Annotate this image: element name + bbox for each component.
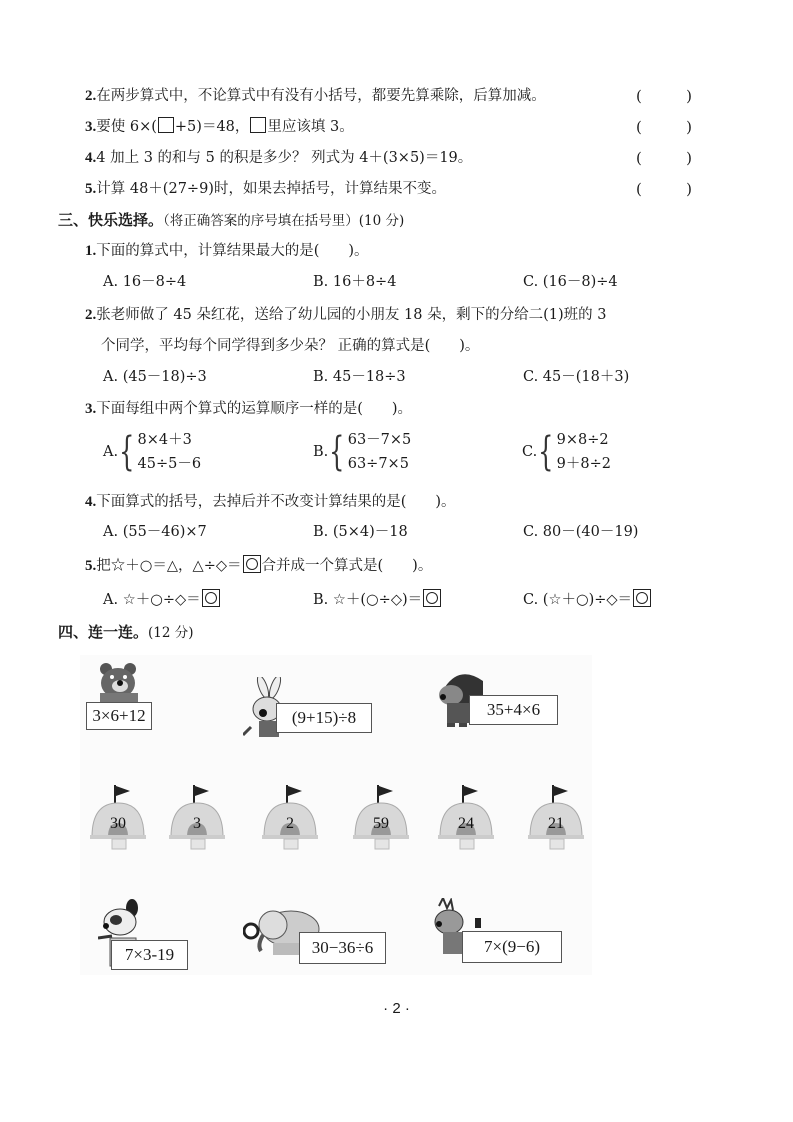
choice-question-3 <box>85 399 412 419</box>
paren-close: ) <box>686 149 692 167</box>
paren-open: ( <box>636 180 642 198</box>
brace-icon: { <box>329 429 345 475</box>
boxed-circle-icon <box>633 589 651 607</box>
option-b[interactable]: B. 16＋8÷4 <box>313 274 397 290</box>
answer-paren[interactable] <box>636 117 692 137</box>
igloo-number: 21 <box>548 815 564 832</box>
expr-card[interactable]: 3×6+12 <box>86 702 152 730</box>
paren-close: ) <box>686 180 692 198</box>
option-a[interactable] <box>103 589 221 610</box>
expr-bottom: 45÷5－6 <box>137 456 202 472</box>
paren-open: ( <box>636 87 642 105</box>
igloo-number: 30 <box>110 815 126 832</box>
item-text: +5)＝48， <box>174 119 250 135</box>
igloo-2[interactable] <box>260 785 320 860</box>
igloo-number: 24 <box>458 815 474 832</box>
boxed-circle-icon <box>423 589 441 607</box>
item-number: 2. <box>85 88 97 104</box>
item-text: 合并成一个算式是( )。 <box>261 558 433 574</box>
option-b[interactable] <box>313 428 411 476</box>
option-c[interactable] <box>522 428 611 476</box>
section-note: (12 分) <box>148 625 194 641</box>
option-text: A. ☆＋○÷◇＝ <box>103 592 201 608</box>
page-number: · 2 · <box>383 1000 410 1017</box>
choice-question-2 <box>85 305 606 325</box>
option-letter: B. <box>313 444 329 460</box>
item-text: 把☆＋○＝△，△÷◇＝ <box>96 558 242 574</box>
answer-paren[interactable] <box>636 86 692 106</box>
judge-item-3 <box>85 117 354 137</box>
expr-top: 8×4＋3 <box>137 432 192 448</box>
judge-item-4 <box>85 148 472 168</box>
expr-top: 9×8÷2 <box>556 432 609 448</box>
item-number: 4. <box>85 150 97 166</box>
item-text: 下面算式的括号，去掉后并不改变计算结果的是( )。 <box>96 494 456 510</box>
paren-open: ( <box>636 149 642 167</box>
option-b[interactable]: B. (5×4)－18 <box>313 524 408 540</box>
item-number: 4. <box>85 494 97 510</box>
option-b[interactable] <box>313 589 442 610</box>
igloo-3[interactable] <box>167 785 227 860</box>
option-letter: C. <box>522 444 538 460</box>
item-text: 下面的算式中，计算结果最大的是( )。 <box>96 243 369 259</box>
section-title: 四、连一连。 <box>58 623 149 641</box>
item-number: 3. <box>85 401 97 417</box>
expr-card[interactable]: 7×3-19 <box>111 940 188 970</box>
choice-question-4 <box>85 492 456 512</box>
choice-question-1 <box>85 241 369 261</box>
boxed-circle-icon <box>243 555 261 573</box>
paren-close: ) <box>686 87 692 105</box>
igloo-59[interactable] <box>351 785 411 860</box>
item-number: 1. <box>85 243 97 259</box>
item-number: 5. <box>85 181 97 197</box>
answer-paren[interactable] <box>636 148 692 168</box>
igloo-24[interactable] <box>436 785 496 860</box>
paren-close: ) <box>686 118 692 136</box>
option-a[interactable]: A. (45－18)÷3 <box>103 369 207 385</box>
option-c[interactable]: C. 45－(18＋3) <box>523 369 630 385</box>
expr-card[interactable]: 35+4×6 <box>469 695 558 725</box>
item-number: 3. <box>85 119 97 135</box>
igloo-21[interactable] <box>526 785 586 860</box>
item-text: 下面每组中两个算式的运算顺序一样的是( )。 <box>96 401 413 417</box>
option-a[interactable]: A. 16－8÷4 <box>103 274 187 290</box>
item-text: 张老师做了 45 朵红花，送给了幼儿园的小朋友 18 朵，剩下的分给二(1)班的 3 <box>96 307 607 323</box>
option-a[interactable] <box>103 428 201 476</box>
paren-open: ( <box>636 118 642 136</box>
choice-question-5 <box>85 555 432 576</box>
expr-card[interactable]: (9+15)÷8 <box>276 703 372 733</box>
igloo-number: 2 <box>286 815 294 832</box>
igloo-number: 59 <box>373 815 389 832</box>
item-number: 2. <box>85 307 97 323</box>
choice-question-2-cont: 个同学，平均每个同学得到多少朵？ 正确的算式是( )。 <box>101 338 480 354</box>
expr-top: 63－7×5 <box>347 432 412 448</box>
brace-icon: { <box>538 429 554 475</box>
boxed-circle-icon <box>202 589 220 607</box>
item-text: 计算 48＋(27÷9)时，如果去掉括号，计算结果不变。 <box>96 181 446 197</box>
expr-card[interactable]: 7×(9−6) <box>462 931 562 963</box>
item-text: 里应该填 3。 <box>267 119 354 135</box>
option-text: C. (☆＋○)÷◇＝ <box>523 592 633 608</box>
option-a[interactable]: A. (55－46)×7 <box>103 524 207 540</box>
item-text: 在两步算式中，不论算式中有没有小括号，都要先算乘除，后算加减。 <box>96 88 546 104</box>
blank-box <box>158 117 174 133</box>
option-c[interactable] <box>523 589 652 610</box>
item-text: 4 加上 3 的和与 5 的积是多少？ 列式为 4＋(3×5)＝19。 <box>96 150 473 166</box>
option-c[interactable]: C. (16－8)÷4 <box>523 274 618 290</box>
expr-bottom: 9＋8÷2 <box>556 456 611 472</box>
section3-heading <box>58 210 404 231</box>
section-title: 三、快乐选择。 <box>58 211 164 229</box>
matching-illustration <box>80 655 592 975</box>
section-note: （将正确答案的序号填在括号里）(10 分) <box>163 213 405 229</box>
igloo-30[interactable] <box>88 785 148 860</box>
igloo-number: 3 <box>193 815 201 832</box>
judge-item-2 <box>85 86 546 106</box>
option-text: B. ☆＋(○÷◇)＝ <box>313 592 423 608</box>
expr-bottom: 63÷7×5 <box>347 456 409 472</box>
answer-paren[interactable] <box>636 179 692 199</box>
brace-icon: { <box>119 429 135 475</box>
item-text: 要使 6×( <box>96 119 157 135</box>
option-c[interactable]: C. 80－(40－19) <box>523 524 639 540</box>
item-number: 5. <box>85 558 97 574</box>
section4-heading <box>58 622 194 643</box>
bear-icon <box>94 661 144 706</box>
judge-item-5 <box>85 179 446 199</box>
option-b[interactable]: B. 45－18÷3 <box>313 369 406 385</box>
option-letter: A. <box>103 444 119 460</box>
expr-card[interactable]: 30−36÷6 <box>299 932 386 964</box>
blank-box <box>250 117 266 133</box>
